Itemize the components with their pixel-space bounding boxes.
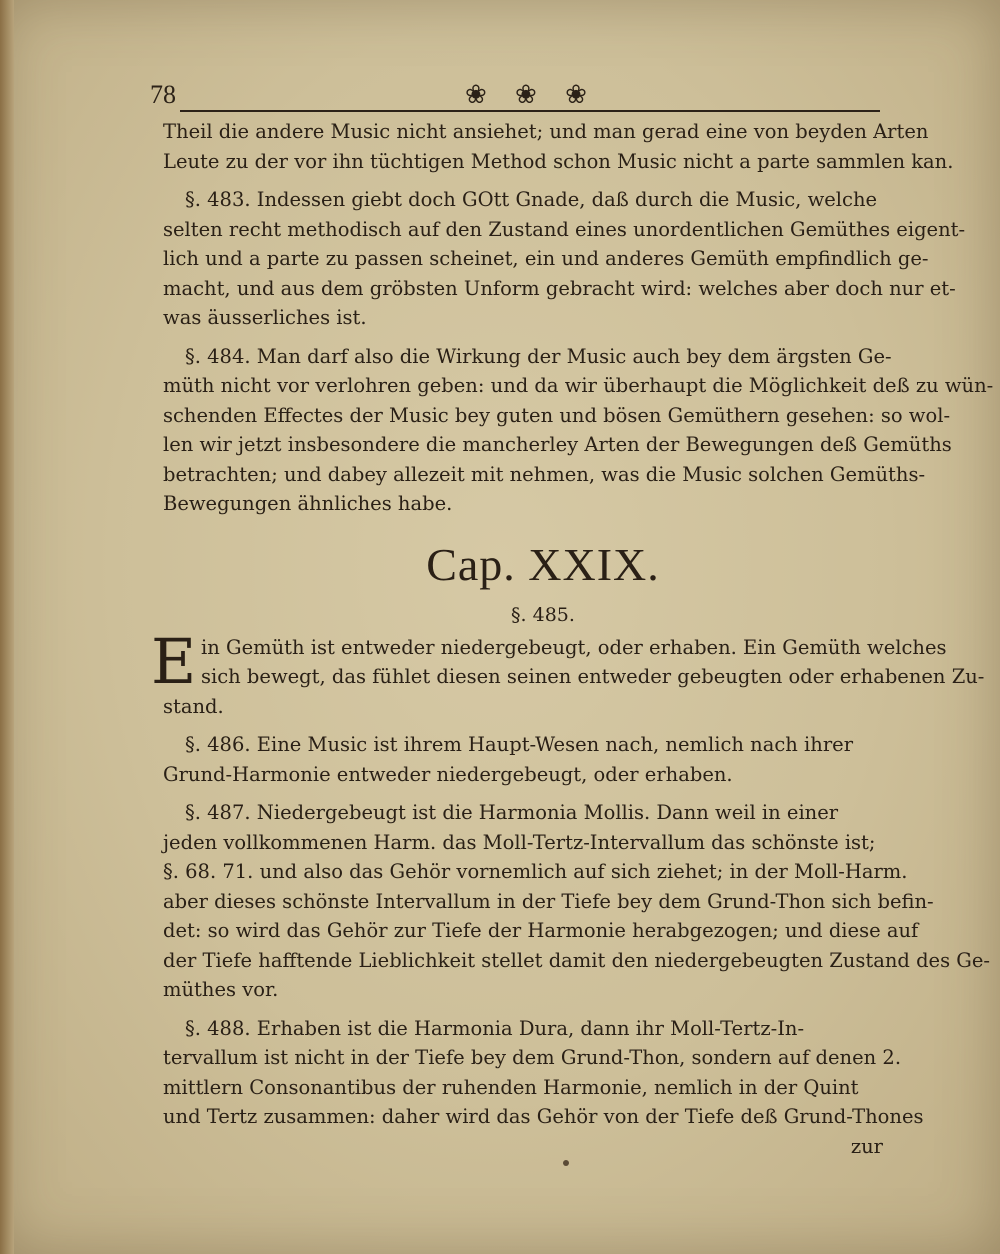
chapter-title: Cap. XXIX.: [426, 538, 660, 590]
text-line: sich bewegt, das fühlet diesen seinen entweder gebeugten oder erhabenen Zu-: [201, 665, 985, 688]
section-488-line: §. 488. Erhaben ist die Harmonia Dura, dann ihr Moll-Tertz-In-: [185, 1016, 805, 1040]
text-line: Bewegungen ähnliches habe.: [163, 492, 453, 515]
text-line: müthes vor.: [163, 978, 279, 1001]
section-484-line: §. 484. Man darf also die Wirkung der Music auch bey dem ärgsten Ge-: [185, 344, 892, 368]
text-line: stand.: [163, 694, 224, 718]
text-line: was äusserliches ist.: [163, 306, 367, 329]
text-line: det: so wird das Gehör zur Tiefe der Harmonie herabgezogen; und diese auf: [163, 919, 919, 942]
text-line: müth nicht vor verlohren geben: und da wir überhaupt die Möglichkeit deß zu wün-: [163, 374, 994, 397]
text-line: aber dieses schönste Intervallum in der Tiefe bey dem Grund-Thon sich befin-: [163, 889, 934, 913]
text-line: lich und a parte zu passen scheinet, ein und anderes Gemüth empfindlich ge-: [163, 247, 929, 270]
text-line: betrachten; und dabey allezeit mit nehmen, was die Music solchen Gemüths-: [163, 462, 926, 486]
text-line: in Gemüth ist entweder niedergebeugt, oder erhaben. Ein Gemüth welches: [201, 635, 947, 659]
body-text: [151, 117, 994, 1161]
page-number: 78: [150, 80, 176, 109]
section-486-line: §. 486. Eine Music ist ihrem Haupt-Wesen nach, nemlich nach ihrer: [185, 733, 854, 756]
text-line: mittlern Consonantibus der ruhenden Harmonie, nemlich in der Quint: [163, 1075, 859, 1099]
page-header: [150, 80, 885, 120]
text-line: Grund-Harmonie entweder niedergebeugt, oder erhaben.: [163, 762, 733, 786]
section-483-line: §. 483. Indessen giebt doch GOtt Gnade, daß durch die Music, welche: [185, 188, 878, 211]
text-line: der Tiefe hafftende Lieblichkeit stellet damit den niedergebeugten Zustand des Ge-: [163, 948, 990, 972]
text-line: jeden vollkommenen Harm. das Moll-Tertz-Intervallum das schönste ist;: [163, 830, 876, 854]
header-ornament: ❀ ❀ ❀: [465, 80, 597, 110]
text-line: §. 68. 71. und also das Gehör vornemlich auf sich ziehet; in der Moll-Harm.: [163, 860, 908, 883]
text-line: Leute zu der vor ihn tüchtigen Method schon Music nicht a parte sammlen kan.: [163, 149, 954, 173]
catchword: zur: [850, 1134, 883, 1158]
text-line: Theil die andere Music nicht ansiehet; und man gerad eine von beyden Arten: [163, 120, 929, 143]
section-heading: §. 485.: [511, 603, 575, 626]
text-line: tervallum ist nicht in der Tiefe bey dem Grund-Thon, sondern auf denen 2.: [163, 1046, 902, 1069]
paper-speck: [563, 1160, 569, 1166]
header-rule: [180, 110, 880, 112]
text-line: selten recht methodisch auf den Zustand eines unordentlichen Gemüthes eigent-: [163, 217, 966, 241]
text-line: und Tertz zusammen: daher wird das Gehör von der Tiefe deß Grund-Thones: [163, 1105, 924, 1128]
text-line: schenden Effectes der Music bey guten und bösen Gemüthern gesehen: so wol-: [163, 403, 951, 427]
text-line: macht, und aus dem gröbsten Unform gebracht wird: welches aber doch nur et-: [163, 276, 956, 300]
drop-cap: E: [151, 624, 197, 698]
page-edge: [0, 0, 14, 1254]
section-487-line: §. 487. Niedergebeugt ist die Harmonia Mollis. Dann weil in einer: [185, 801, 839, 824]
text-line: len wir jetzt insbesondere die mancherley Arten der Bewegungen deß Gemüths: [163, 433, 952, 456]
